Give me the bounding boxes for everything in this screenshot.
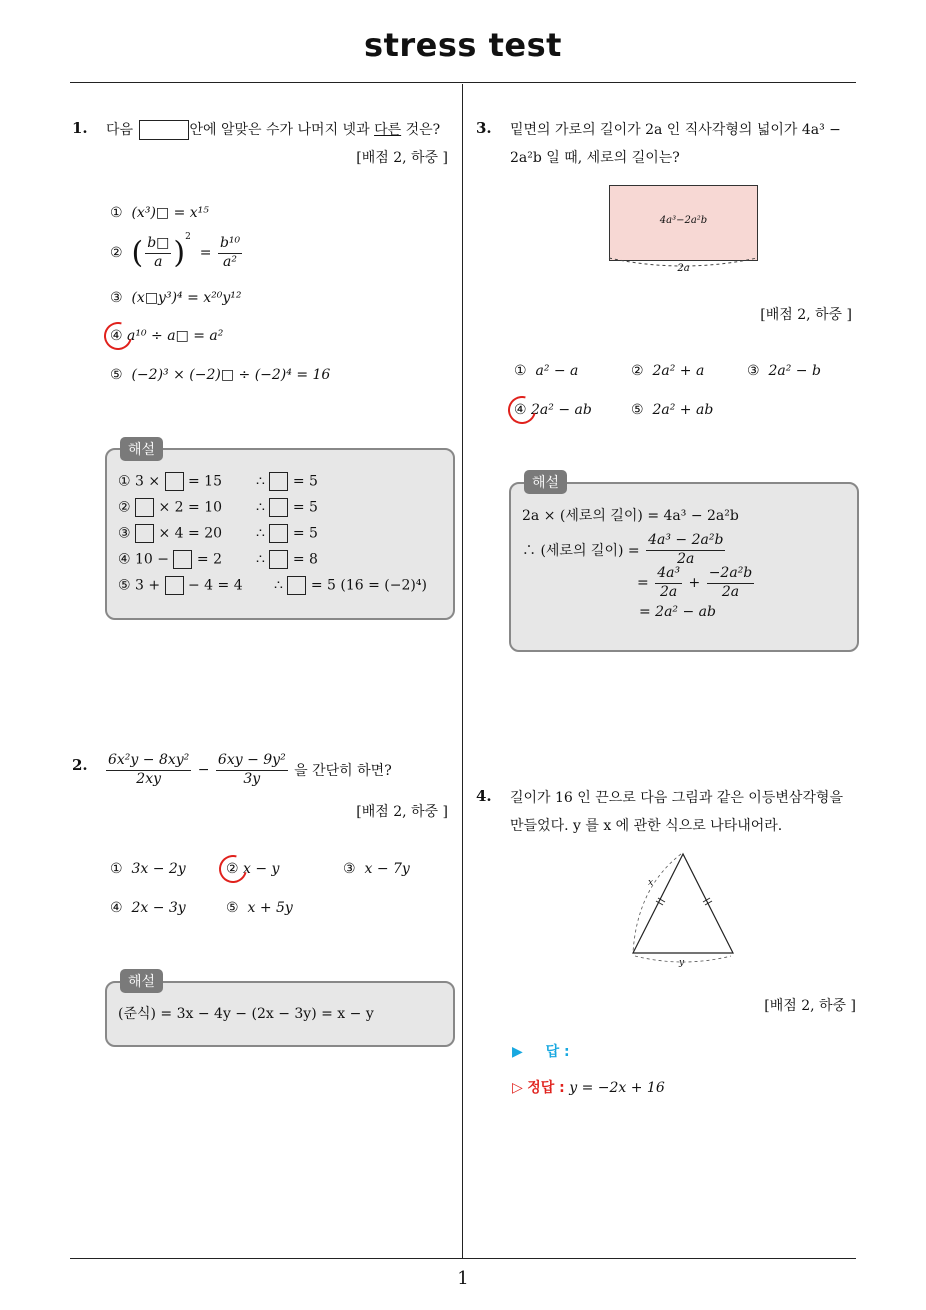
question-4-score: [배점 2, 하중 ]	[764, 998, 856, 1014]
rectangle-area-label: 4a³−2a²b	[659, 215, 708, 226]
question-1-stem: 다음 안에 알맞은 수가 나머지 넷과 다른 것은?	[106, 122, 441, 138]
q3-solution-line4: = 2a² − ab	[639, 604, 716, 620]
answer-check-mark	[99, 317, 137, 355]
question-2-stem: $\frac{\text{6x²y − 8xy²}}{2xy}$ − $\frac{\text{6xy − 9y²}}{3y}$ 을 간단히 하면?	[108, 752, 392, 787]
q3-solution-line3: = $\frac{\text{4a³}}{2a}$ + $\frac{\text{−2a²b}}{2a}$	[637, 565, 753, 600]
play-icon: ▶	[512, 1044, 523, 1060]
sol-line: ④ 10 − = 2 ∴ = 8	[118, 551, 318, 568]
question-4-stem-line2: 만들었다. y 를 x 에 관한 식으로 나타내어라.	[510, 818, 783, 834]
q1-option-4[interactable]: ④ a¹⁰ ÷ a□ = a²	[110, 328, 224, 344]
bottom-rule	[70, 1258, 856, 1259]
q1-option-2[interactable]: ② ( $\frac{b□}{a}$ )$^2$ = $\frac{\text{b¹⁰}}{\text{a²}}$	[110, 232, 241, 271]
column-divider	[462, 84, 463, 1259]
question-4-stem-line1: 길이가 16 인 끈으로 다음 그림과 같은 이등변삼각형을	[510, 790, 843, 806]
q1-option-1[interactable]: ① (x³)□ = x¹⁵	[110, 205, 209, 221]
question-3-number: 3.	[476, 119, 492, 137]
top-rule	[70, 82, 856, 83]
rectangle-width-label: 2a	[677, 263, 690, 274]
sol-line: ⑤ 3 + − 4 = 4 ∴ = 5 (16 = (−2)⁴)	[118, 577, 427, 594]
question-2-number: 2.	[72, 756, 88, 774]
question-3-stem-line1: 밑면의 가로의 길이가 2a 인 직사각형의 넓이가 4a³ −	[510, 122, 841, 138]
triangle-side-label: x	[648, 878, 654, 888]
triangle-base-label: y	[679, 958, 685, 968]
q1-option-5[interactable]: ⑤ (−2)³ × (−2)□ ÷ (−2)⁴ = 16	[110, 367, 331, 383]
question-1-score: [배점 2, 하중 ]	[356, 150, 448, 166]
q3-option-1[interactable]: ① a² − a	[514, 363, 579, 379]
q1-solution-tag: 해설	[120, 437, 163, 461]
question-1-number: 1.	[72, 119, 88, 137]
q2-option-1[interactable]: ① 3x − 2y	[110, 861, 186, 877]
q2-option-4[interactable]: ④ 2x − 3y	[110, 900, 186, 916]
q1-option-3[interactable]: ③ (x□y³)⁴ = x²⁰y¹²	[110, 290, 242, 306]
question-2-score: [배점 2, 하중 ]	[356, 804, 448, 820]
q2-solution-text: (준식) = 3x − 4y − (2x − 3y) = x − y	[118, 1006, 374, 1022]
page-title: stress test	[364, 26, 562, 64]
q3-solution-line2: ∴ (세로의 길이) = $\frac{\text{4a³ − 2a²b}}{2a}$	[522, 532, 724, 567]
q2-solution-tag: 해설	[120, 969, 163, 993]
answer-check-mark	[214, 850, 252, 888]
question-3-score: [배점 2, 하중 ]	[760, 307, 852, 323]
sol-line: ① 3 × = 15 ∴ = 5	[118, 473, 318, 490]
q2-option-3[interactable]: ③ x − 7y	[343, 861, 410, 877]
q3-solution-line1: 2a × (세로의 길이) = 4a³ − 2a²b	[522, 508, 739, 524]
answer-check-mark	[503, 391, 541, 429]
sol-line: ③ × 4 = 20 ∴ = 5	[118, 525, 318, 542]
answer-input-row[interactable]: ▶ 답 :	[512, 1044, 570, 1060]
q1-solution-body	[118, 472, 448, 602]
isosceles-triangle-figure	[625, 848, 740, 970]
q3-solution-tag: 해설	[524, 470, 567, 494]
correct-answer-row: ▷ 정답 : y = −2x + 16	[512, 1080, 665, 1096]
q2-option-2[interactable]: ② x − y	[226, 861, 280, 877]
question-3-stem-line2: 2a²b 일 때, 세로의 길이는?	[510, 150, 680, 166]
q3-option-3[interactable]: ③ 2a² − b	[747, 363, 821, 379]
q3-option-5[interactable]: ⑤ 2a² + ab	[631, 402, 714, 418]
sol-line: ② × 2 = 10 ∴ = 5	[118, 499, 318, 516]
question-4-number: 4.	[476, 787, 492, 805]
q3-option-2[interactable]: ② 2a² + a	[631, 363, 705, 379]
q3-option-4[interactable]: ④ 2a² − ab	[514, 402, 592, 418]
outline-play-icon: ▷	[512, 1080, 523, 1096]
q2-option-5[interactable]: ⑤ x + 5y	[226, 900, 293, 916]
blank-box	[139, 120, 189, 140]
page-number: 1	[457, 1268, 469, 1289]
